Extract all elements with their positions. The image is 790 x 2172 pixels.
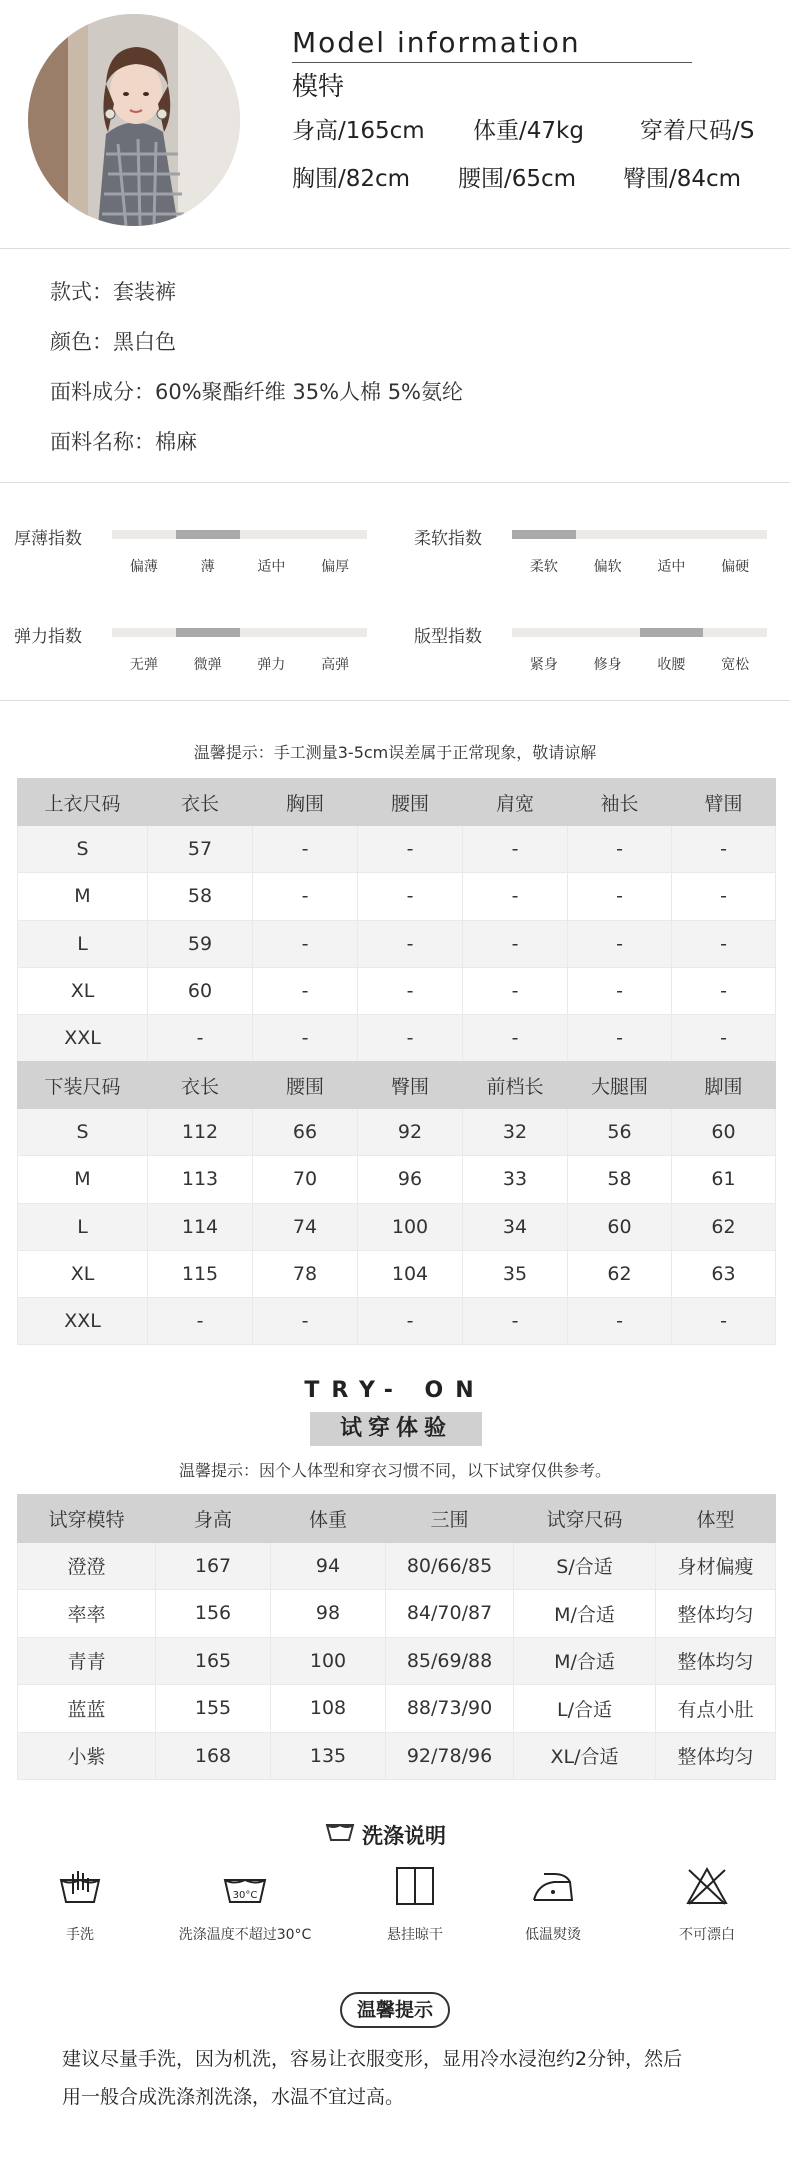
table-cell: 33 xyxy=(463,1156,568,1203)
table-header-row xyxy=(18,779,776,826)
table-row xyxy=(18,826,776,873)
wash-title: 洗涤说明 xyxy=(362,1824,446,1848)
table-row xyxy=(18,1590,776,1638)
table-cell: 92 xyxy=(358,1109,463,1156)
table-row xyxy=(18,1203,776,1250)
table-cell: 有点小肚 xyxy=(656,1685,776,1733)
table-header-cell: 三围 xyxy=(386,1495,514,1543)
table-cell: - xyxy=(463,826,568,873)
table-cell: 35 xyxy=(463,1250,568,1297)
table-cell: - xyxy=(568,920,672,967)
table-header-cell: 试穿模特 xyxy=(18,1495,156,1543)
table-cell: L/合适 xyxy=(514,1685,656,1733)
table-row xyxy=(18,1685,776,1733)
table-cell: S xyxy=(18,1109,148,1156)
table-cell: XXL xyxy=(18,1297,148,1344)
table-cell: 135 xyxy=(271,1732,386,1780)
table-cell: 78 xyxy=(253,1250,358,1297)
index-label: 厚薄指数 xyxy=(14,529,82,549)
table-cell: M/合适 xyxy=(514,1637,656,1685)
table-cell: - xyxy=(253,873,358,920)
table-cell: - xyxy=(463,920,568,967)
table-cell: S xyxy=(18,826,148,873)
table-cell: - xyxy=(568,873,672,920)
table-cell: 98 xyxy=(271,1590,386,1638)
index-option: 收腰 xyxy=(657,657,686,673)
index-option: 高弹 xyxy=(321,657,350,673)
wash-label: 悬挂晾干 xyxy=(387,1927,443,1943)
table-row xyxy=(18,1156,776,1203)
table-cell: - xyxy=(672,1014,776,1061)
table-header-cell: 下装尺码 xyxy=(18,1062,148,1109)
table-row xyxy=(18,1297,776,1344)
table-cell: 整体均匀 xyxy=(656,1732,776,1780)
table-header-cell: 衣长 xyxy=(148,1062,253,1109)
table-header-cell: 衣长 xyxy=(148,779,253,826)
table-cell: 74 xyxy=(253,1203,358,1250)
table-cell: 蓝蓝 xyxy=(18,1685,156,1733)
table-cell: 84/70/87 xyxy=(386,1590,514,1638)
attr-style: 款式：套装裤 xyxy=(50,280,176,304)
model-weight: 体重/47kg xyxy=(473,118,584,144)
index-option: 宽松 xyxy=(721,657,750,673)
table-header-cell: 大腿围 xyxy=(568,1062,672,1109)
wash-30-icon xyxy=(223,1868,267,1910)
table-cell: 88/73/90 xyxy=(386,1685,514,1733)
index-selected-segment xyxy=(512,530,576,539)
table-header-cell: 肩宽 xyxy=(463,779,568,826)
table-cell: - xyxy=(253,826,358,873)
table-cell: 56 xyxy=(568,1109,672,1156)
attr-color: 颜色：黑白色 xyxy=(50,330,176,354)
table-cell: 92/78/96 xyxy=(386,1732,514,1780)
wash-label: 不可漂白 xyxy=(679,1927,735,1943)
table-cell: 100 xyxy=(358,1203,463,1250)
table-cell: - xyxy=(672,920,776,967)
table-cell: - xyxy=(358,967,463,1014)
table-cell: 63 xyxy=(672,1250,776,1297)
table-cell: - xyxy=(148,1297,253,1344)
model-height: 身高/165cm xyxy=(292,118,425,144)
table-header-cell: 臂围 xyxy=(672,779,776,826)
table-row xyxy=(18,873,776,920)
table-header-cell: 腰围 xyxy=(358,779,463,826)
tryon-note: 温馨提示：因个人体型和穿衣习惯不同，以下试穿仅供参考。 xyxy=(178,1461,611,1480)
index-option: 偏硬 xyxy=(721,559,750,575)
table-cell: - xyxy=(568,967,672,1014)
model-size: 穿着尺码/S xyxy=(640,118,755,144)
table-cell: 80/66/85 xyxy=(386,1542,514,1590)
index-option: 微弹 xyxy=(193,657,222,673)
table-cell: 小紫 xyxy=(18,1732,156,1780)
table-cell: - xyxy=(253,1297,358,1344)
table-cell: XL xyxy=(18,967,148,1014)
table-cell: - xyxy=(568,1297,672,1344)
table-row xyxy=(18,967,776,1014)
index-option: 紧身 xyxy=(529,657,558,673)
table-cell: 60 xyxy=(568,1203,672,1250)
table-cell: 168 xyxy=(156,1732,271,1780)
table-cell: 167 xyxy=(156,1542,271,1590)
table-cell: 34 xyxy=(463,1203,568,1250)
table-cell: 165 xyxy=(156,1637,271,1685)
table-cell: 身材偏瘦 xyxy=(656,1542,776,1590)
table-cell: 率率 xyxy=(18,1590,156,1638)
table-cell: - xyxy=(148,1014,253,1061)
index-option: 偏薄 xyxy=(129,559,158,575)
hang-dry-icon xyxy=(395,1866,435,1910)
table-row xyxy=(18,920,776,967)
table-cell: - xyxy=(463,873,568,920)
model-waist: 腰围/65cm xyxy=(458,166,577,192)
tryon-table xyxy=(17,1494,776,1780)
low-iron-icon xyxy=(530,1870,576,1908)
table-cell: 青青 xyxy=(18,1637,156,1685)
table-header-cell: 脚围 xyxy=(672,1062,776,1109)
table-cell: 66 xyxy=(253,1109,358,1156)
table-cell: 58 xyxy=(148,873,253,920)
index-option: 适中 xyxy=(257,559,286,575)
index-option: 薄 xyxy=(200,559,215,575)
table-cell: 59 xyxy=(148,920,253,967)
table-cell: 114 xyxy=(148,1203,253,1250)
table-cell: 96 xyxy=(358,1156,463,1203)
table-cell: - xyxy=(358,826,463,873)
table-cell: - xyxy=(253,967,358,1014)
table-cell: 104 xyxy=(358,1250,463,1297)
table-cell: - xyxy=(463,1014,568,1061)
table-cell: 155 xyxy=(156,1685,271,1733)
index-label: 弹力指数 xyxy=(14,627,82,647)
table-row xyxy=(18,1014,776,1061)
table-cell: 156 xyxy=(156,1590,271,1638)
table-cell: - xyxy=(358,1014,463,1061)
tryon-title-cn: 试穿体验 xyxy=(310,1412,482,1446)
table-cell: - xyxy=(672,1297,776,1344)
table-cell: 70 xyxy=(253,1156,358,1203)
model-photo xyxy=(28,14,240,226)
table-cell: XXL xyxy=(18,1014,148,1061)
table-cell: 62 xyxy=(568,1250,672,1297)
table-header-cell: 袖长 xyxy=(568,779,672,826)
index-track xyxy=(112,628,367,637)
index-option: 弹力 xyxy=(257,657,286,673)
index-option: 偏软 xyxy=(593,559,622,575)
table-header-cell: 腰围 xyxy=(253,1062,358,1109)
table-header-cell: 体型 xyxy=(656,1495,776,1543)
no-bleach-icon xyxy=(685,1866,729,1910)
tryon-title-en: TRY- ON xyxy=(304,1378,486,1403)
attr-material-name: 面料名称：棉麻 xyxy=(50,430,197,454)
index-selected-segment xyxy=(176,530,240,539)
index-option: 适中 xyxy=(657,559,686,575)
table-header-cell: 体重 xyxy=(271,1495,386,1543)
index-option: 柔软 xyxy=(529,559,558,575)
table-cell: 60 xyxy=(672,1109,776,1156)
table-cell: 62 xyxy=(672,1203,776,1250)
table-cell: 115 xyxy=(148,1250,253,1297)
table-header-row xyxy=(18,1062,776,1109)
table-cell: 澄澄 xyxy=(18,1542,156,1590)
table-cell: S/合适 xyxy=(514,1542,656,1590)
divider xyxy=(0,700,790,701)
table-cell: 112 xyxy=(148,1109,253,1156)
basin-icon xyxy=(325,1820,355,1848)
table-header-cell: 试穿尺码 xyxy=(514,1495,656,1543)
wash-label: 手洗 xyxy=(66,1927,94,1943)
divider xyxy=(0,482,790,483)
table-cell: - xyxy=(463,967,568,1014)
divider xyxy=(0,248,790,249)
table-header-cell: 身高 xyxy=(156,1495,271,1543)
index-label: 柔软指数 xyxy=(414,529,482,549)
table-cell: L xyxy=(18,1203,148,1250)
table-cell: M xyxy=(18,873,148,920)
table-header-cell: 胸围 xyxy=(253,779,358,826)
table-cell: - xyxy=(253,1014,358,1061)
wash-temp-text: 30°C xyxy=(232,1890,258,1901)
table-cell: M xyxy=(18,1156,148,1203)
table-cell: - xyxy=(672,873,776,920)
index-track xyxy=(512,530,767,539)
table-cell: - xyxy=(672,826,776,873)
index-option: 无弹 xyxy=(129,657,158,673)
tips-line-1: 建议尽量手洗，因为机洗，容易让衣服变形，显用冷水浸泡约2分钟，然后 xyxy=(62,2048,683,2070)
hand-wash-icon xyxy=(59,1868,101,1910)
tips-title: 温馨提示 xyxy=(340,1992,450,2028)
table-cell: - xyxy=(672,967,776,1014)
top-size-table xyxy=(17,778,776,1062)
bottom-size-table xyxy=(17,1061,776,1345)
table-cell: - xyxy=(568,826,672,873)
table-cell: XL/合适 xyxy=(514,1732,656,1780)
table-cell: 100 xyxy=(271,1637,386,1685)
table-cell: 32 xyxy=(463,1109,568,1156)
table-header-cell: 臀围 xyxy=(358,1062,463,1109)
table-cell: 60 xyxy=(148,967,253,1014)
table-row xyxy=(18,1109,776,1156)
table-cell: M/合适 xyxy=(514,1590,656,1638)
table-cell: 整体均匀 xyxy=(656,1590,776,1638)
index-selected-segment xyxy=(640,628,704,637)
table-cell: 94 xyxy=(271,1542,386,1590)
index-option: 修身 xyxy=(593,657,622,673)
table-cell: 57 xyxy=(148,826,253,873)
model-bust: 胸围/82cm xyxy=(292,166,411,192)
table-row xyxy=(18,1542,776,1590)
model-info-title: Model information xyxy=(292,26,581,59)
table-cell: 85/69/88 xyxy=(386,1637,514,1685)
table-cell: L xyxy=(18,920,148,967)
model-hip: 臀围/84cm xyxy=(623,166,742,192)
wash-label: 洗涤温度不超过30°C xyxy=(178,1927,312,1943)
table-cell: 整体均匀 xyxy=(656,1637,776,1685)
wash-label: 低温熨烫 xyxy=(525,1927,581,1943)
table-row xyxy=(18,1250,776,1297)
index-track xyxy=(112,530,367,539)
index-track xyxy=(512,628,767,637)
table-cell: 113 xyxy=(148,1156,253,1203)
table-header-cell: 前档长 xyxy=(463,1062,568,1109)
table-row xyxy=(18,1637,776,1685)
table-cell: - xyxy=(568,1014,672,1061)
table-cell: - xyxy=(253,920,358,967)
table-cell: 108 xyxy=(271,1685,386,1733)
index-label: 版型指数 xyxy=(414,627,482,647)
table-header-row xyxy=(18,1495,776,1543)
table-cell: XL xyxy=(18,1250,148,1297)
size-note: 温馨提示：手工测量3-5cm误差属于正常现象，敬请谅解 xyxy=(193,743,597,762)
table-cell: - xyxy=(463,1297,568,1344)
attr-fabric: 面料成分：60%聚酯纤维 35%人棉 5%氨纶 xyxy=(50,380,464,404)
table-header-cell: 上衣尺码 xyxy=(18,779,148,826)
tips-line-2: 用一般合成洗涤剂洗涤，水温不宜过高。 xyxy=(62,2086,405,2108)
table-cell: 61 xyxy=(672,1156,776,1203)
table-cell: 58 xyxy=(568,1156,672,1203)
model-title-underline xyxy=(292,62,692,63)
index-selected-segment xyxy=(176,628,240,637)
table-cell: - xyxy=(358,920,463,967)
table-cell: - xyxy=(358,873,463,920)
index-option: 偏厚 xyxy=(321,559,350,575)
table-cell: - xyxy=(358,1297,463,1344)
table-row xyxy=(18,1732,776,1780)
model-subtitle: 模特 xyxy=(292,72,345,102)
